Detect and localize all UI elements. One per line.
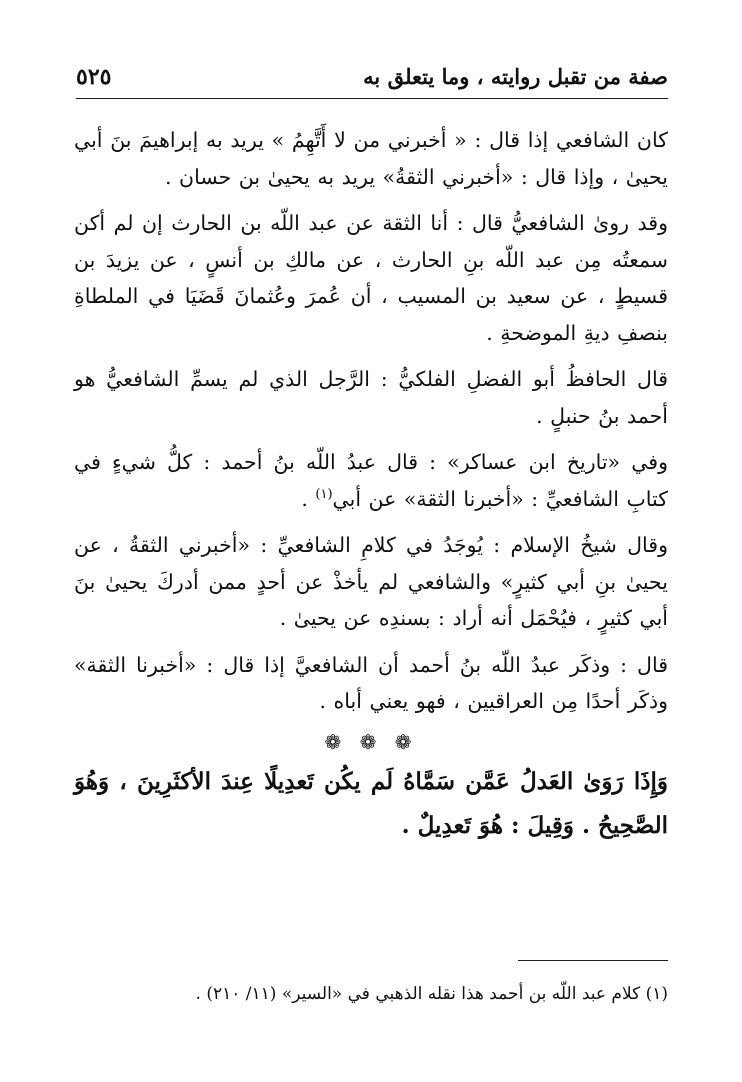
paragraph-5: وقال شيخُ الإسلام : يُوجَدُ في كلامِ الشافعيِّ : «أخبرني الثقةُ ، عن يحيىٰ بنِ أبي كثيرٍ» والشافعي لم يأخذْ عن أحدٍ ممن أدركَ يحيىٰ بنَ أبي كثيرٍ ، فيُحْمَل أنه أراد : بسندِه عن يحيىٰ . — [74, 533, 668, 630]
footnote-divider — [518, 960, 668, 961]
page-number: ٥٢٥ — [76, 64, 112, 90]
header-title: صفة من تقبل روايته ، وما يتعلق به — [363, 64, 668, 89]
section-separator: ❁ ❁ ❁ — [324, 729, 418, 754]
paragraph-6: قال : وذكَر عبدُ اللّه بنُ أحمد أن الشافعيَّ إذا قال : «أخبرنا الثقة» وذكَر أحدًا مِن العراقيين ، فهو يعني أباه . — [74, 652, 668, 713]
paragraph-1: كان الشافعي إذا قال : « أخبرني من لا أَتَّهِمُ » يريد به إبراهيمَ بنَ أبي يحيىٰ ، وإذا قال : «أخبرني الثقةُ» يريد به يحيىٰ بن حسان . — [74, 128, 668, 189]
footnote: (١) كلام عبد اللّه بن أحمد هذا نقله الذهبي في «السير» (١١/ ٢١٠) . — [195, 984, 668, 1004]
footnote-reference: (١) — [315, 486, 333, 502]
paragraph-2: وقد روىٰ الشافعيُّ قال : أنا الثقة عن عبد اللّه بن الحارث إن لم أكن سمعتُه مِن عبد اللّه بنِ الحارث ، عن مالكِ بن أنسٍ ، عن يزيدَ بن قسيطٍ ، عن سعيد بن المسيب ، أن عُمرَ وعُثمانَ قَضَيَا في الملطاةِ بنصفِ ديةِ الموضحةِ . — [74, 211, 668, 345]
main-text — [74, 122, 668, 848]
paragraph-4 — [74, 444, 668, 517]
paragraph-3: قال الحافظُ أبو الفضلِ الفلكيُّ : الرَّجل الذي لم يسمِّ الشافعيُّ هو أحمد بنُ حنبلٍ . — [74, 367, 668, 428]
verse-text: وَإِذَا رَوَىٰ العَدلُ عَمَّن سَمَّاهُ لَم يكُن تَعدِيلًا عِندَ الأكثَرِينَ ، وَهُوَ الصَّحِيحُ . وَقِيلَ : هُوَ تَعدِيلٌ . — [74, 767, 668, 839]
paragraph-4-text: وفي «تاريخ ابن عساكر» : قال عبدُ اللّه بنُ أحمد : كلُّ شيءٍ في كتابِ الشافعيِّ : «أخبرنا الثقة» عن أبي — [74, 450, 668, 511]
running-header — [76, 58, 668, 99]
paragraph-4-end: . — [301, 486, 316, 511]
